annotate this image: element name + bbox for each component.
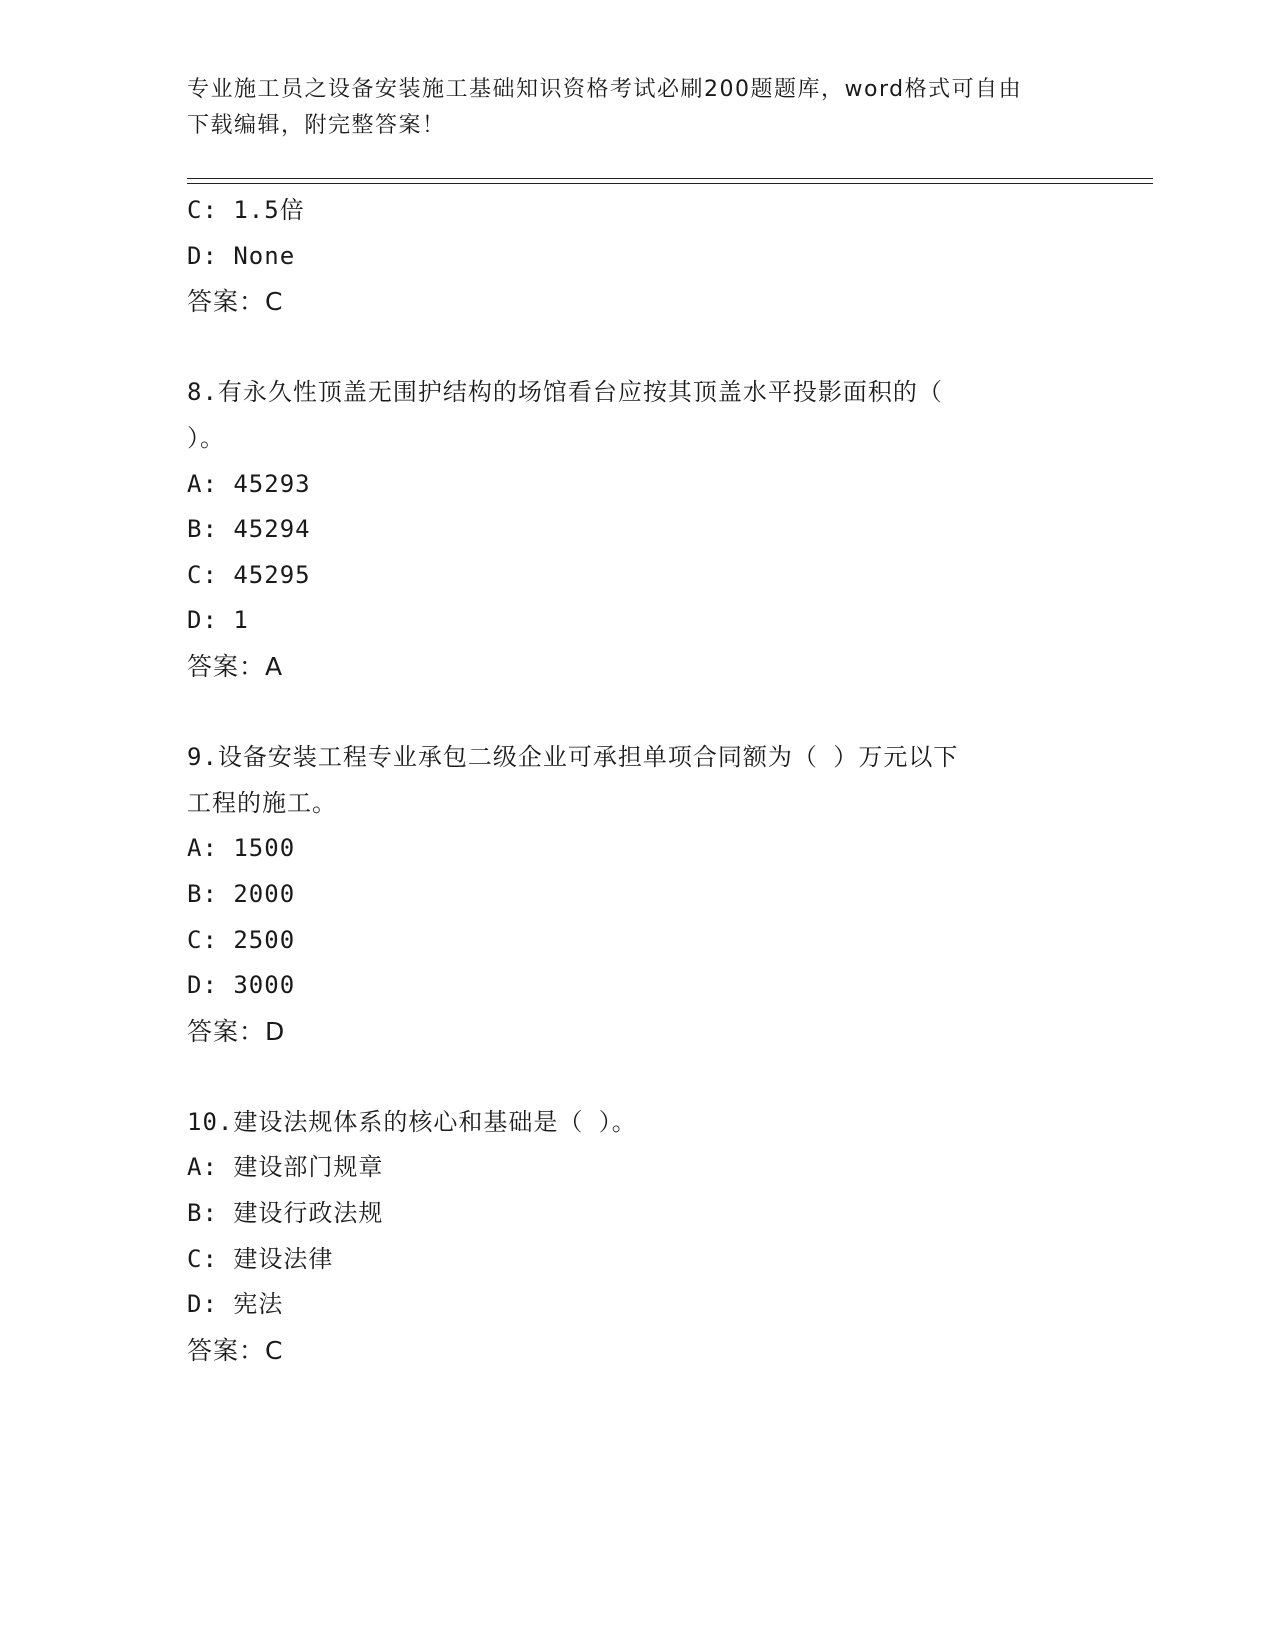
option-text: 1500 — [233, 834, 296, 863]
option-label: B: — [187, 879, 218, 908]
option-text: 1 — [233, 606, 249, 635]
header-divider-top — [187, 178, 1153, 179]
question-spacer — [187, 1054, 1087, 1100]
option-label: D: — [187, 971, 218, 1000]
option-text: 2000 — [233, 879, 296, 908]
option-d — [187, 234, 1087, 280]
option-b — [187, 1191, 1087, 1237]
option-d — [187, 1282, 1087, 1328]
question-block-10 — [187, 1100, 1087, 1374]
option-label: C: — [187, 560, 218, 589]
option-d — [187, 963, 1087, 1009]
option-text: 3000 — [233, 971, 296, 1000]
answer-line: 答案：A — [187, 651, 284, 681]
question-list — [187, 188, 1087, 1373]
option-text: None — [233, 241, 296, 270]
answer-line: 答案：C — [187, 287, 284, 317]
answer-line: 答案：C — [187, 1335, 284, 1365]
option-a — [187, 1145, 1087, 1191]
option-text: 45295 — [233, 560, 311, 589]
option-label: D: — [187, 606, 218, 635]
option-label: D: — [187, 1290, 218, 1319]
option-a — [187, 826, 1087, 872]
question-stem: 8.有永久性顶盖无围护结构的场馆看台应按其顶盖水平投影面积的（ — [187, 378, 943, 407]
option-label: B: — [187, 515, 218, 544]
document-header — [187, 72, 1087, 144]
header-title-line-2: 下载编辑，附完整答案！ — [187, 113, 446, 138]
option-text: 45293 — [233, 469, 311, 498]
option-text: 建设法律 — [233, 1244, 334, 1273]
question-stem: 9.设备安装工程专业承包二级企业可承担单项合同额为（ ）万元以下 — [187, 743, 959, 772]
question-block-8 — [187, 370, 1087, 689]
option-text: 宪法 — [233, 1290, 284, 1319]
option-label: C: — [187, 196, 218, 224]
option-text: 45294 — [233, 515, 311, 544]
option-d — [187, 598, 1087, 644]
header-title-line-1: 专业施工员之设备安装施工基础知识资格考试必刷200题题库，word格式可自由 — [187, 77, 1023, 102]
header-divider-bottom — [187, 183, 1153, 184]
question-block-7-tail — [187, 188, 1087, 325]
option-label: C: — [187, 925, 218, 954]
option-c — [187, 1237, 1087, 1283]
option-text: 建设部门规章 — [233, 1153, 384, 1182]
question-stem: 10.建设法规体系的核心和基础是（ ）。 — [187, 1107, 637, 1136]
option-text: 建设行政法规 — [233, 1199, 384, 1228]
option-label: B: — [187, 1199, 218, 1228]
option-a — [187, 462, 1087, 508]
option-label: A: — [187, 834, 218, 863]
question-stem-continuation: ）。 — [187, 423, 225, 452]
option-c — [187, 188, 1087, 234]
option-text: 1.5倍 — [233, 196, 305, 224]
question-stem-continuation: 工程的施工。 — [187, 788, 337, 817]
answer-line: 答案：D — [187, 1016, 286, 1046]
option-c — [187, 553, 1087, 599]
option-b — [187, 872, 1087, 918]
option-text: 2500 — [233, 925, 296, 954]
option-c — [187, 918, 1087, 964]
question-spacer — [187, 325, 1087, 371]
question-spacer — [187, 690, 1087, 736]
option-label: C: — [187, 1244, 218, 1273]
option-b — [187, 507, 1087, 553]
option-label: A: — [187, 469, 218, 498]
option-label: A: — [187, 1153, 218, 1182]
question-block-9 — [187, 735, 1087, 1054]
option-label: D: — [187, 241, 218, 270]
